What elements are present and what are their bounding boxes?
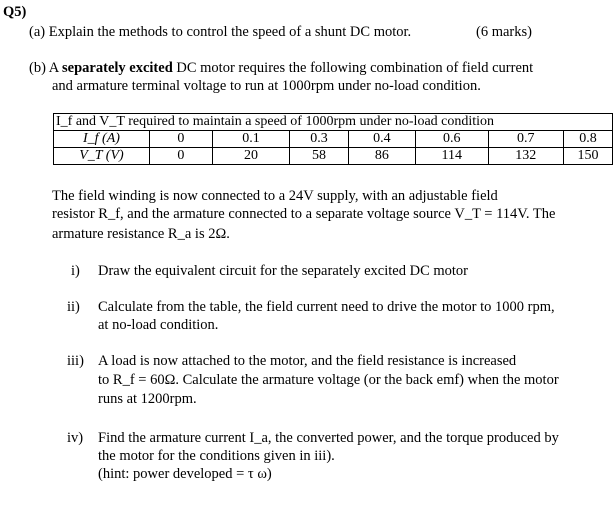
- item-line: Find the armature current I_a, the converted power, and the torque produced by: [98, 430, 559, 446]
- item-line: (hint: power developed = τ ω): [98, 466, 272, 482]
- table-cell: 0: [149, 148, 212, 165]
- part-b-line-1: [29, 59, 533, 77]
- table-row: [54, 148, 613, 165]
- part-b-bold: separately excited: [62, 60, 173, 76]
- row-label: V_T (V): [54, 148, 150, 165]
- table-cell: 0.3: [290, 131, 349, 148]
- item-number: iv): [67, 430, 84, 446]
- table-cell: 86: [348, 148, 415, 165]
- item-line: runs at 1200rpm.: [98, 391, 197, 407]
- paragraph-line: resistor R_f, and the armature connected to a separate voltage source V_T = 114V. The: [52, 206, 556, 222]
- item-line: A load is now attached to the motor, and the field resistance is increased: [98, 353, 517, 369]
- item-line: the motor for the conditions given in iii).: [98, 448, 335, 464]
- table-caption: I_f and V_T required to maintain a speed of 1000rpm under no-load condition: [54, 114, 613, 131]
- table-cell: 0: [149, 131, 212, 148]
- table-cell: 0.7: [488, 131, 563, 148]
- item-line: at no-load condition.: [98, 317, 219, 333]
- row-label: I_f (A): [54, 131, 150, 148]
- item-number: i): [71, 263, 80, 279]
- table-cell: 114: [415, 148, 488, 165]
- part-b-rest: DC motor requires the following combination of field current: [172, 60, 534, 76]
- item-line: to R_f = 60Ω. Calculate the armature voltage (or the back emf) when the motor: [98, 372, 559, 388]
- paragraph-line: The field winding is now connected to a 24V supply, with an adjustable field: [52, 188, 498, 204]
- table-cell: 150: [563, 148, 612, 165]
- data-table: [53, 113, 613, 165]
- part-a-marks: (6 marks): [476, 24, 532, 40]
- table-row: [54, 131, 613, 148]
- part-b-line-2: and armature terminal voltage to run at 1000rpm under no-load condition.: [52, 78, 481, 94]
- question-number: Q5): [3, 4, 27, 20]
- item-number: iii): [67, 353, 84, 369]
- item-line: Calculate from the table, the field current need to drive the motor to 1000 rpm,: [98, 299, 555, 315]
- table-cell: 0.6: [415, 131, 488, 148]
- table-cell: 132: [488, 148, 563, 165]
- table-cell: 0.4: [348, 131, 415, 148]
- table-cell: 20: [212, 148, 289, 165]
- item-line: Draw the equivalent circuit for the separately excited DC motor: [98, 263, 469, 279]
- table-cell: 0.1: [212, 131, 289, 148]
- part-a-text: (a) Explain the methods to control the speed of a shunt DC motor.: [29, 24, 412, 40]
- paragraph-line: armature resistance R_a is 2Ω.: [52, 226, 230, 242]
- part-b-prefix: (b) A: [29, 60, 63, 76]
- table-cell: 0.8: [563, 131, 612, 148]
- table-cell: 58: [290, 148, 349, 165]
- item-number: ii): [67, 299, 80, 315]
